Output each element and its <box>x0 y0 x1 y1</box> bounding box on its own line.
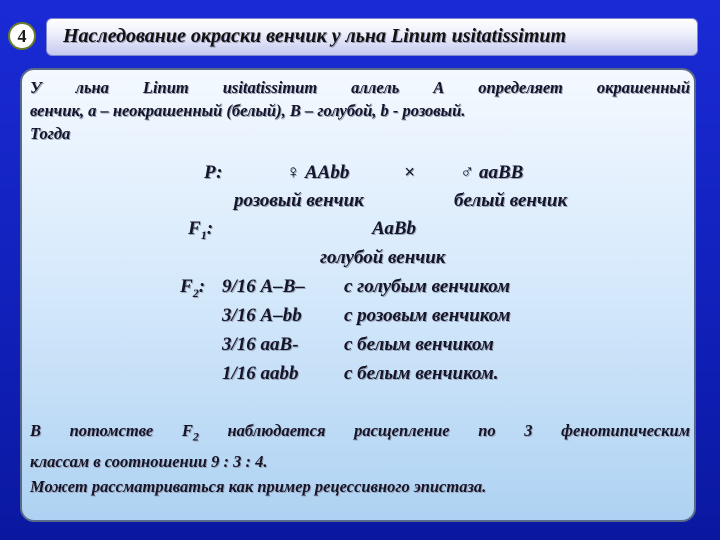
p-female-genotype: ♀ ААbb <box>286 162 350 183</box>
content-panel <box>20 68 696 522</box>
conclusion-line-3: Может рассматриваться как пример рецессивного эпистаза. <box>30 477 487 497</box>
f2-ratio: 3/16 ааВ- <box>222 334 299 355</box>
cross-symbol: × <box>404 162 415 183</box>
conclusion-text <box>30 418 690 499</box>
p-male-phenotype: белый венчик <box>454 190 568 211</box>
f2-ratio: 1/16 ааbb <box>222 363 299 384</box>
intro-line-2: венчик, а – неокрашенный (белый), В – голубой, b - розовый. <box>30 101 466 120</box>
title-bar <box>46 18 698 56</box>
f2-phenotype: с белым венчиком <box>344 334 494 355</box>
f2-ratio: 9/16 А–В– <box>222 276 305 297</box>
p-female-phenotype: розовый венчик <box>234 190 364 211</box>
f1-label: $F_1$: <box>188 218 214 242</box>
f2-phenotype: с розовым венчиком <box>344 305 511 326</box>
conclusion-line-2: классам в соотношении 9 : 3 : 4. <box>30 452 268 472</box>
slide-number-badge: 4 <box>8 22 36 50</box>
f1-phenotype: голубой венчик <box>320 247 446 268</box>
p-label: Р: <box>204 162 223 183</box>
intro-line-1: У льна Linum usitatissimum аллель А определяет окрашенный <box>30 78 690 97</box>
f1-genotype: АаВb <box>372 218 417 239</box>
page-title: Наследование окраски венчик у льна Linum usitatissimum <box>63 25 567 47</box>
intro-line-3: Тогда <box>30 124 71 143</box>
f2-ratio: 3/16 А–bb <box>222 305 302 326</box>
f2-label: $F_2$: <box>180 276 206 300</box>
f2-phenotype: с голубым венчиком <box>344 276 511 297</box>
intro-text <box>30 76 690 145</box>
f2-phenotype: с белым венчиком. <box>344 363 499 384</box>
p-male-genotype: ♂ ааВВ <box>460 162 524 183</box>
conclusion-line-1: В потомстве $F_2$ наблюдается расщепление по 3 фенотипическим <box>30 421 690 444</box>
